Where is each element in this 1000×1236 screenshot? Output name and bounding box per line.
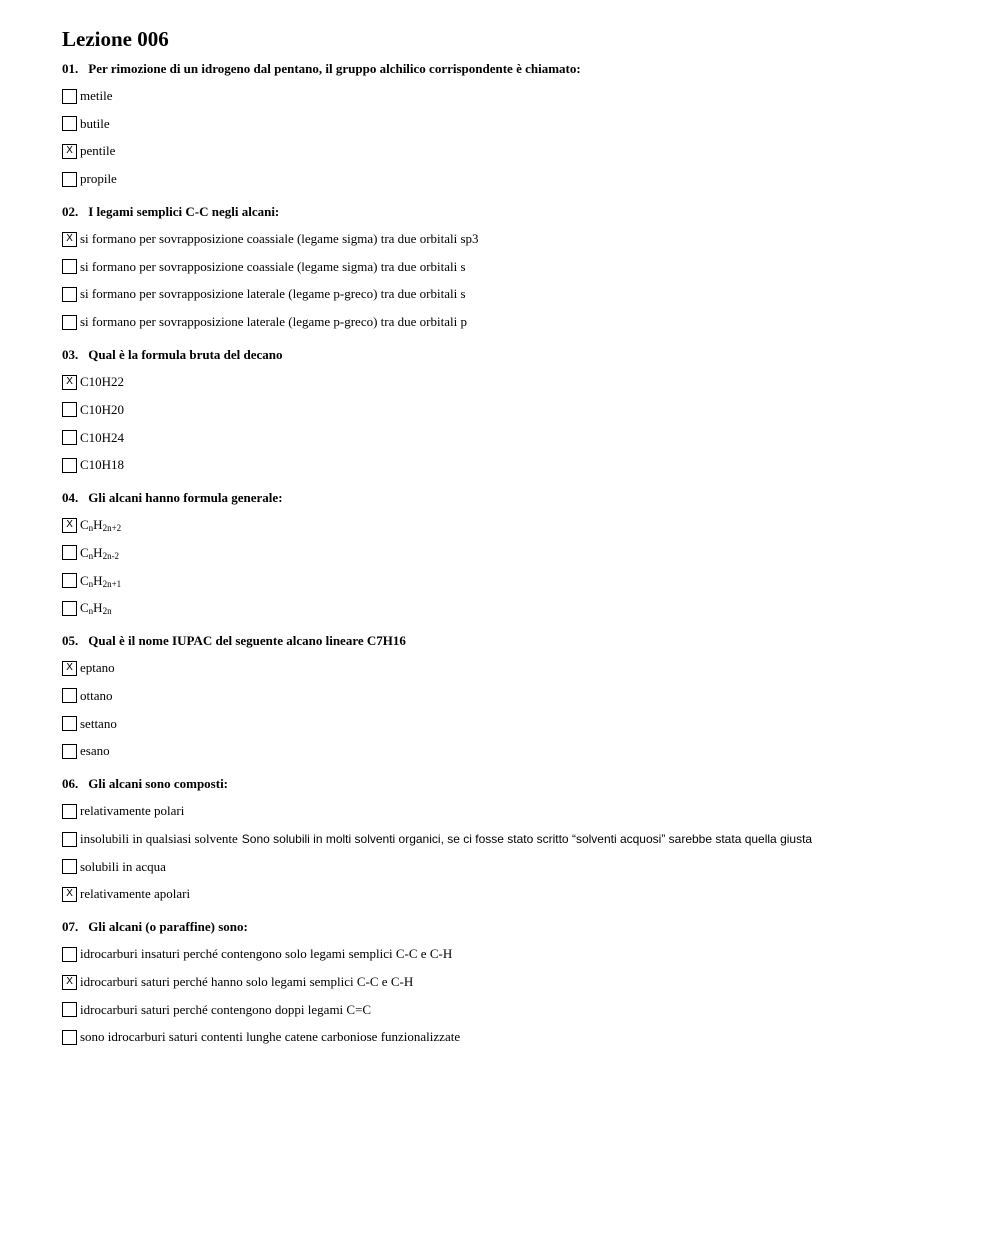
question-heading [62, 204, 962, 220]
checkbox[interactable] [62, 116, 77, 131]
answer-option[interactable] [62, 543, 962, 563]
option-label: settano [80, 715, 117, 731]
question-heading [62, 61, 962, 77]
option-label: insolubili in qualsiasi solvente [80, 831, 238, 846]
answer-option[interactable] [62, 455, 962, 475]
question-number: 04. [62, 490, 79, 506]
option-formula [80, 573, 121, 589]
option-label: C10H20 [80, 401, 125, 417]
checkbox[interactable] [62, 172, 77, 187]
answer-option[interactable] [62, 1000, 962, 1020]
answer-option[interactable] [62, 829, 962, 849]
option-label: esano [80, 743, 110, 759]
checked-checkbox[interactable]: X [62, 887, 77, 902]
question-7 [62, 919, 962, 1047]
checkbox[interactable] [62, 573, 77, 588]
answer-option[interactable] [62, 169, 962, 189]
checkbox[interactable] [62, 1030, 77, 1045]
checkbox[interactable] [62, 601, 77, 616]
checkbox[interactable] [62, 545, 77, 560]
answer-option[interactable] [62, 284, 962, 304]
question-text: Gli alcani sono composti: [88, 776, 229, 792]
checkbox[interactable] [62, 804, 77, 819]
option-label: si formano per sovrapposizione laterale (legame p-greco) tra due orbitali p [80, 314, 467, 330]
question-number: 05. [62, 633, 79, 649]
question-number: 06. [62, 776, 79, 792]
checkbox[interactable] [62, 744, 77, 759]
option-label: si formano per sovrapposizione laterale (legame p-greco) tra due orbitali s [80, 286, 466, 302]
formula-part: H [93, 544, 103, 560]
question-number: 07. [62, 919, 79, 935]
checkbox[interactable] [62, 859, 77, 874]
question-heading [62, 633, 962, 649]
question-text: Gli alcani hanno formula generale: [88, 490, 283, 506]
option-label: pentile [80, 143, 116, 159]
answer-option[interactable] [62, 714, 962, 734]
answer-option[interactable] [62, 658, 962, 678]
checkbox[interactable] [62, 716, 77, 731]
option-label: propile [80, 171, 117, 187]
option-label: C10H18 [80, 457, 125, 473]
checkbox[interactable] [62, 947, 77, 962]
question-text: Qual è il nome IUPAC del seguente alcano lineare C7H16 [88, 633, 406, 649]
answer-option[interactable] [62, 229, 962, 249]
formula-part: H [93, 600, 103, 616]
checkbox[interactable] [62, 458, 77, 473]
answer-option[interactable] [62, 312, 962, 332]
formula-part: n [88, 578, 94, 589]
option-formula [80, 600, 112, 616]
option-label: metile [80, 88, 113, 103]
answer-option[interactable] [62, 686, 962, 706]
option-label: idrocarburi saturi perché contengono doppi legami C=C [80, 1001, 372, 1017]
formula-part: C [80, 572, 89, 588]
answer-option[interactable] [62, 884, 962, 904]
answer-option[interactable] [62, 944, 962, 964]
question-4 [62, 490, 962, 618]
question-3 [62, 347, 962, 475]
answer-option[interactable] [62, 598, 962, 618]
checked-checkbox[interactable]: X [62, 661, 77, 676]
question-5 [62, 633, 962, 761]
checkbox[interactable] [62, 1002, 77, 1017]
question-text: Gli alcani (o paraffine) sono: [88, 919, 248, 935]
answer-option[interactable] [62, 515, 962, 535]
question-text: Qual è la formula bruta del decano [88, 347, 283, 363]
checkbox[interactable] [62, 832, 77, 847]
checked-checkbox[interactable]: X [62, 518, 77, 533]
question-6 [62, 776, 962, 904]
question-2 [62, 204, 962, 332]
option-label: butile [80, 115, 110, 131]
question-number: 02. [62, 204, 79, 220]
question-number: 03. [62, 347, 79, 363]
formula-part: 2n [102, 606, 112, 617]
formula-part: 2n+2 [102, 523, 122, 534]
option-note: Sono solubili in molti solventi organici, se ci fosse stato scritto “solventi acquosi” sarebbe stata quella giusta [241, 832, 813, 846]
checked-checkbox[interactable]: X [62, 144, 77, 159]
answer-option[interactable] [62, 801, 962, 821]
option-label: idrocarburi saturi perché hanno solo legami semplici C-C e C-H [80, 974, 414, 990]
answer-option[interactable] [62, 972, 962, 992]
question-heading [62, 490, 962, 506]
answer-option[interactable] [62, 372, 962, 392]
answer-option[interactable] [62, 86, 962, 106]
quiz-page [62, 26, 962, 1062]
checkbox[interactable] [62, 259, 77, 274]
formula-part: n [88, 606, 94, 617]
checkbox[interactable] [62, 402, 77, 417]
question-text: I legami semplici C-C negli alcani: [88, 204, 280, 220]
checkbox[interactable] [62, 430, 77, 445]
question-heading [62, 919, 962, 935]
formula-part: 2n-2 [102, 550, 120, 561]
option-label: solubili in acqua [80, 858, 166, 874]
question-1 [62, 61, 962, 189]
option-label: relativamente polari [80, 803, 185, 819]
formula-part: C [80, 600, 89, 616]
question-list [62, 61, 962, 1047]
question-number: 01. [62, 61, 79, 76]
question-heading [62, 776, 962, 792]
option-label: idrocarburi insaturi perché contengono solo legami semplici C-C e C-H [80, 946, 453, 962]
option-label: ottano [80, 687, 113, 703]
answer-option[interactable] [62, 114, 962, 134]
answer-option[interactable] [62, 1027, 962, 1047]
formula-part: n [88, 550, 94, 561]
option-label: si formano per sovrapposizione coassiale (legame sigma) tra due orbitali sp3 [80, 231, 479, 247]
answer-option[interactable] [62, 400, 962, 420]
question-text: Per rimozione di un idrogeno dal pentano, il gruppo alchilico corrispondente è chiamato: [88, 61, 581, 76]
formula-part: C [80, 544, 89, 560]
option-label: relativamente apolari [80, 886, 191, 902]
answer-option[interactable] [62, 741, 962, 761]
checked-checkbox[interactable]: X [62, 232, 77, 247]
answer-option[interactable] [62, 428, 962, 448]
formula-part: n [88, 523, 94, 534]
page-title: Lezione 006 [62, 27, 169, 51]
formula-part: H [93, 517, 103, 533]
checked-checkbox[interactable]: X [62, 975, 77, 990]
option-label: C10H22 [80, 374, 125, 390]
option-label: sono idrocarburi saturi contenti lunghe catene carboniose funzionalizzate [80, 1029, 461, 1045]
checkbox[interactable] [62, 315, 77, 330]
option-label: C10H24 [80, 429, 125, 445]
checkbox[interactable] [62, 688, 77, 703]
option-formula [80, 517, 121, 533]
checkbox[interactable] [62, 287, 77, 302]
checked-checkbox[interactable]: X [62, 375, 77, 390]
question-heading [62, 347, 962, 363]
option-formula [80, 545, 119, 561]
option-label: eptano [80, 660, 115, 676]
formula-part: 2n+1 [102, 578, 122, 589]
answer-option[interactable] [62, 141, 962, 161]
formula-part: H [93, 572, 103, 588]
option-label: si formano per sovrapposizione coassiale (legame sigma) tra due orbitali s [80, 258, 466, 274]
answer-option[interactable] [62, 571, 962, 591]
answer-option[interactable] [62, 257, 962, 277]
checkbox[interactable] [62, 89, 77, 104]
answer-option[interactable] [62, 857, 962, 877]
formula-part: C [80, 517, 89, 533]
